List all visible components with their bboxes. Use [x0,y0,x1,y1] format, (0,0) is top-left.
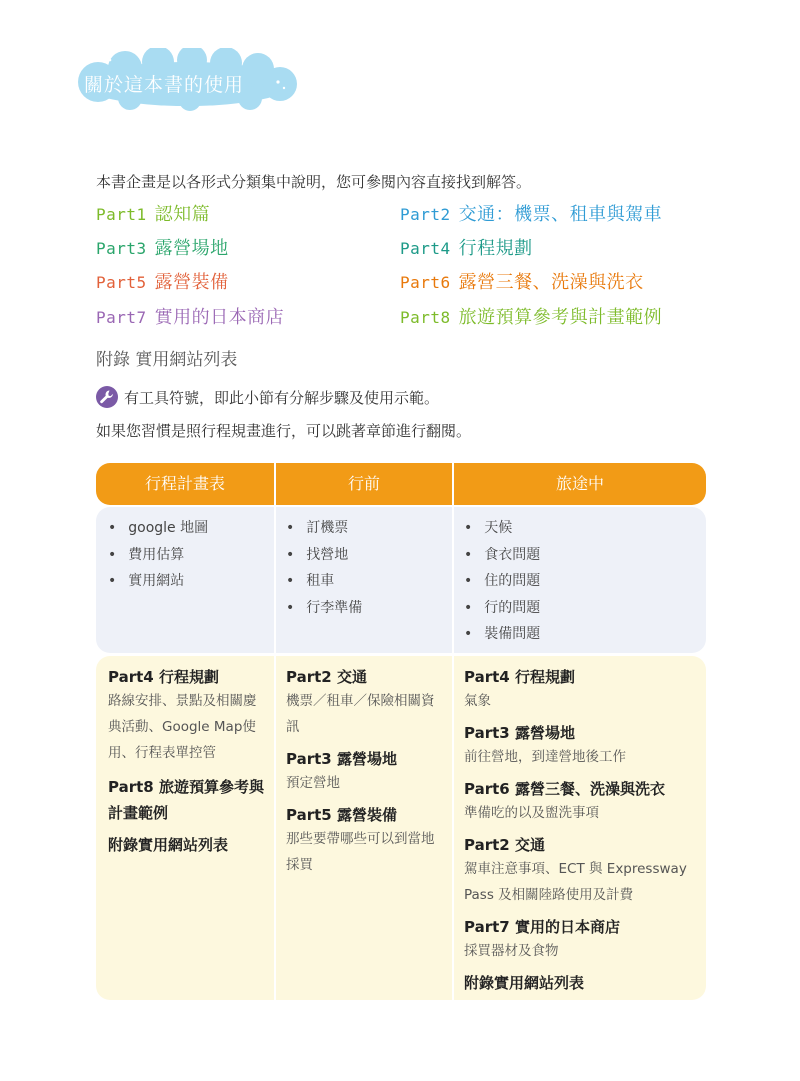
section-desc: 採買器材及食物 [464,943,559,959]
section-desc: 路線安排、景點及相關慶典活動、Google Map使用、行程表單控管 [108,693,257,761]
section-title: Part8 旅遊預算參考與計畫範例 [108,778,264,822]
section-title: 附錄實用網站列表 [108,836,229,854]
tool-note [96,386,439,408]
part-title: 露營三餐、洗澡與洗衣 [458,272,644,293]
section-desc: 前往營地，到達營地後工作 [464,749,626,765]
table-header [96,463,706,505]
part-item-6 [400,268,644,294]
part-number: Part5 [96,273,147,292]
list-item: • 訂機票 [286,515,362,542]
topic-list-during [464,515,540,648]
section-title: Part4 行程規劃 [108,668,219,686]
part-item-7 [96,303,284,329]
list-item: • 食衣問題 [464,542,540,569]
section-title: Part3 露營場地 [464,724,575,742]
list-item: • 找營地 [286,542,362,569]
table-row-topics [96,507,706,653]
column-divider [274,656,276,1000]
section-title: Part2 交通 [286,668,367,686]
section-title: Part6 露營三餐、洗澡與洗衣 [464,780,665,798]
part-item-2 [400,200,662,226]
part-title: 行程規劃 [458,238,533,259]
section-desc: 準備吃的以及盥洗事項 [464,805,599,821]
section-title: Part4 行程規劃 [464,668,575,686]
header-plan: 行程計畫表 [144,474,225,493]
part-item-4 [400,234,533,260]
part-number: Part4 [400,239,451,258]
page-heading: 關於這本書的使用 [84,74,245,96]
section-desc: 機票／租車／保險相關資訊 [286,693,435,735]
list-item: • 行的問題 [464,595,540,622]
detail-cell-during [464,666,699,994]
section-desc: 駕車注意事項、ECT 與 Expressway Pass 及相關陸路使用及計費 [464,861,687,903]
column-divider [452,656,454,1000]
section-desc: 預定營地 [286,775,340,791]
part-item-3 [96,234,229,260]
part-title: 認知篇 [154,204,211,225]
list-item: • 天候 [464,515,540,542]
column-divider [274,507,276,653]
part-item-8 [400,303,662,329]
list-item: • 租車 [286,568,362,595]
part-number: Part8 [400,308,451,327]
part-item-5 [96,268,229,294]
intro-text: 本書企畫是以各形式分類集中說明，您可參閱內容直接找到解答。 [96,173,532,191]
table-row-details [96,656,706,1000]
list-item: • 住的問題 [464,568,540,595]
section-title: Part5 露營裝備 [286,806,397,824]
heading-cloud [70,48,304,112]
header-before-trip: 行前 [347,474,380,493]
section-desc: 氣象 [464,693,491,709]
part-title: 實用的日本商店 [154,307,285,328]
tool-note-text: 有工具符號，即此小節有分解步驟及使用示範。 [124,388,440,407]
topic-list-plan [108,515,208,595]
section-title: Part7 實用的日本商店 [464,918,620,936]
section-title: Part3 露營場地 [286,750,397,768]
list-item: • 裝備問題 [464,621,540,648]
header-on-trip: 旅途中 [555,474,604,493]
detail-cell-plan [108,666,268,856]
part-title: 交通：機票、租車與駕車 [458,204,663,225]
topic-list-before [286,515,362,621]
list-item: • 實用網站 [108,568,208,595]
section-desc: 那些要帶哪些可以到當地採買 [286,831,435,873]
appendix-label: 附錄 實用網站列表 [96,350,238,370]
list-item: • google 地圖 [108,515,208,542]
part-title: 露營場地 [154,238,229,259]
column-divider [452,507,454,653]
list-item: • 行李準備 [286,595,362,622]
part-number: Part7 [96,308,147,327]
part-number: Part2 [400,205,451,224]
part-title: 露營裝備 [154,272,229,293]
part-number: Part3 [96,239,147,258]
part-number: Part1 [96,205,147,224]
detail-cell-before [286,666,444,886]
wrench-icon [96,386,118,408]
section-title: Part2 交通 [464,836,545,854]
part-item-1 [96,200,210,226]
list-item: • 費用估算 [108,542,208,569]
section-title: 附錄實用網站列表 [464,974,585,992]
part-title: 旅遊預算參考與計畫範例 [458,307,663,328]
part-number: Part6 [400,273,451,292]
follow-note: 如果您習慣是照行程規畫進行，可以跳著章節進行翻閱。 [96,422,472,440]
